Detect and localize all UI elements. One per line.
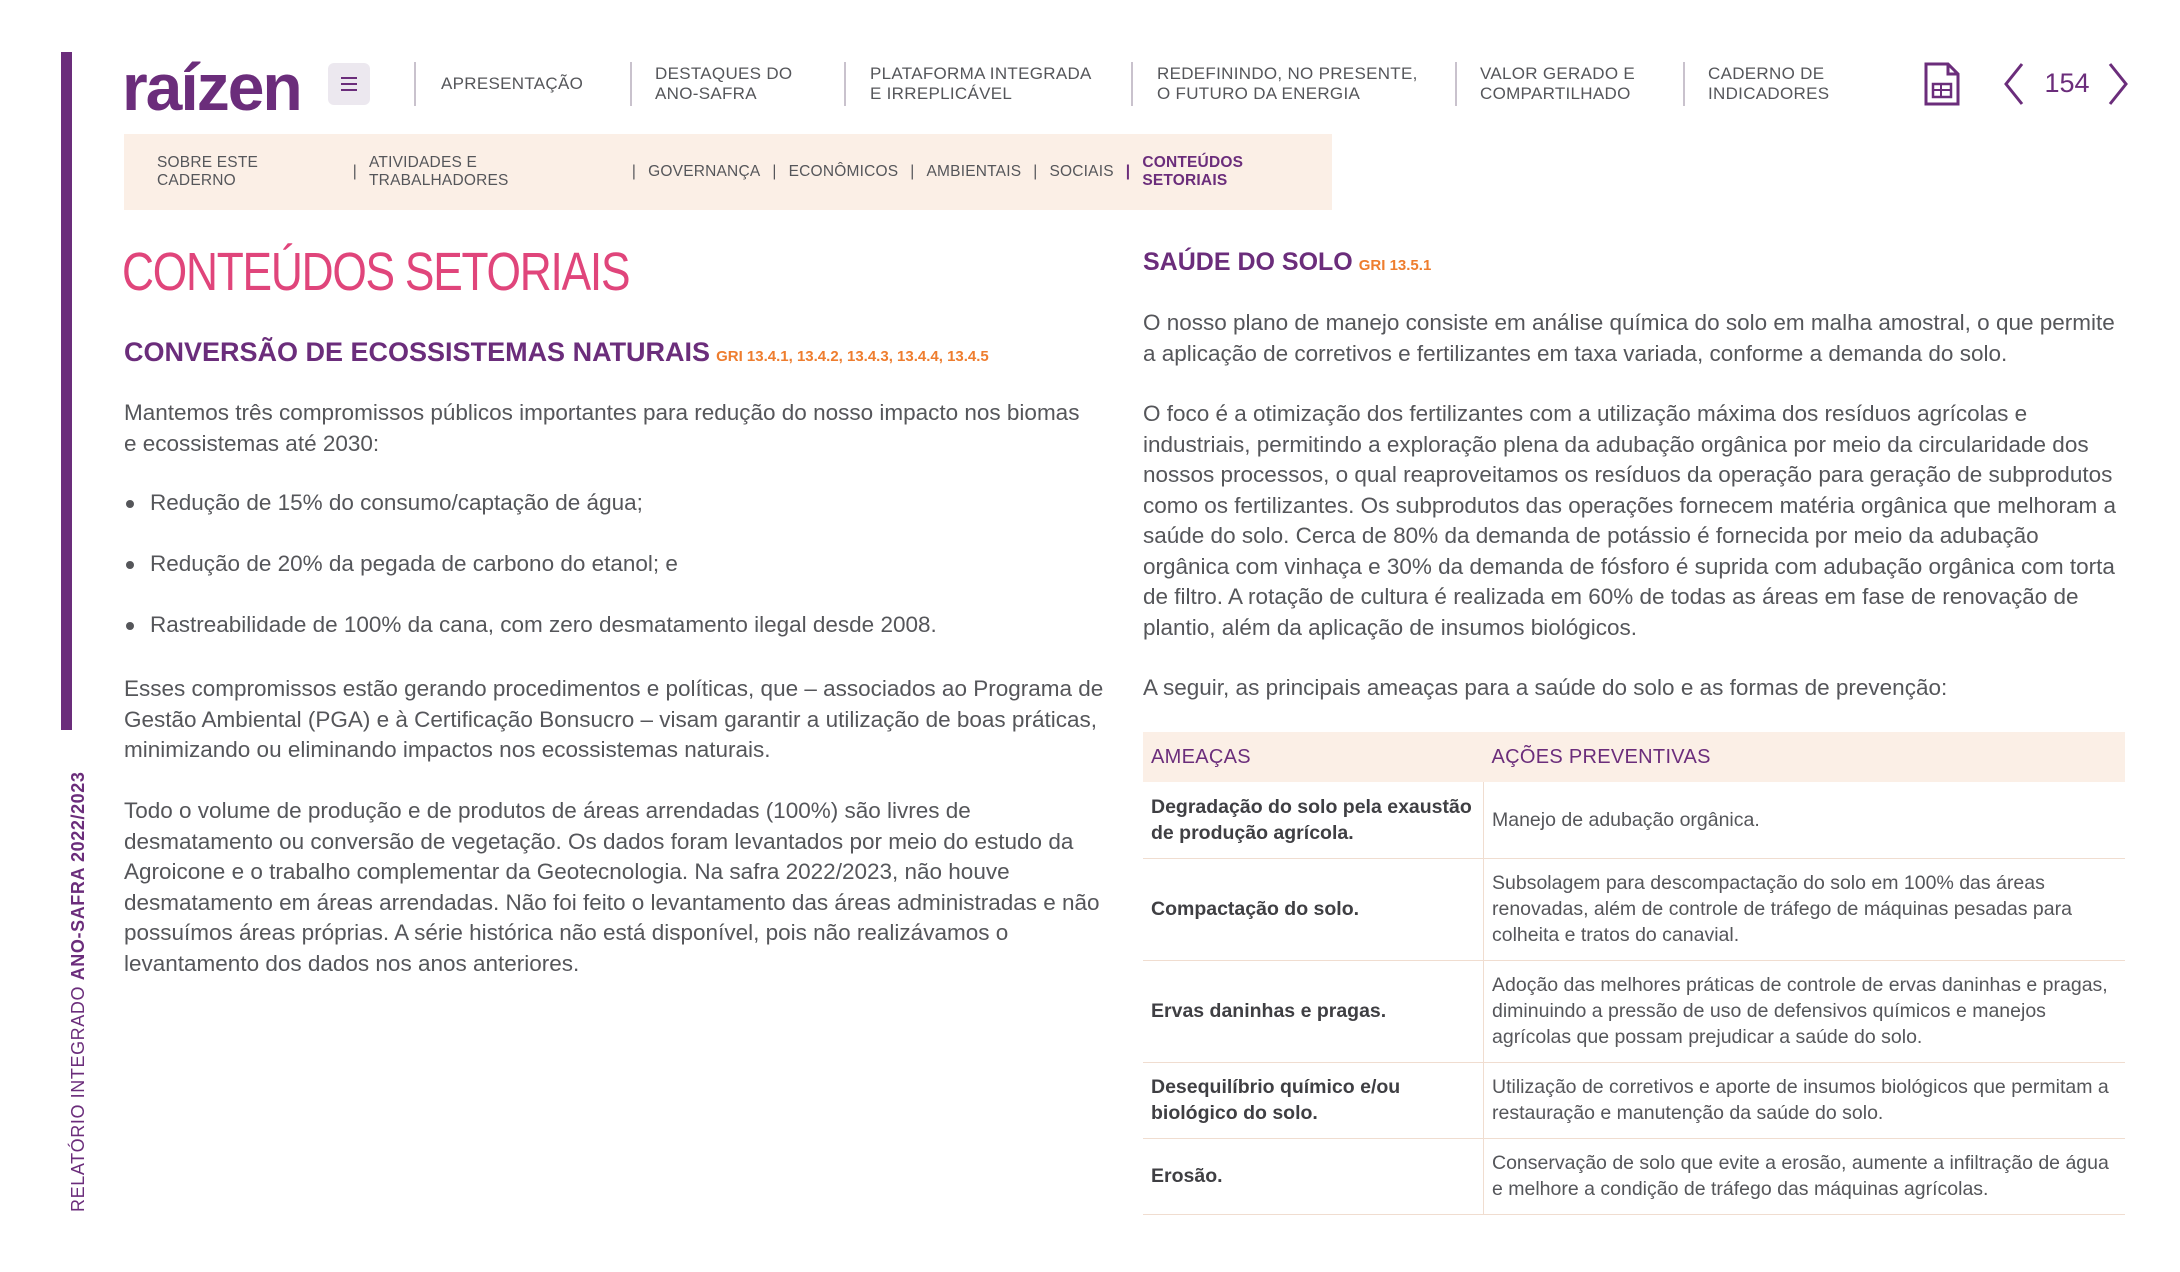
side-accent-bar: [61, 52, 72, 730]
crumb-economicos[interactable]: ECONÔMICOS: [788, 163, 899, 180]
fertilizer-paragraph: O foco é a otimização dos fertilizantes com a utilização máxima dos resíduos agrícolas e industriais, permitindo a exploração plena da adubação orgânica por meio da circularidade dos nossos processos, o qual reaproveitamos os resíduos da operação para geração de subprodutos como os fertilizantes. Os subprodutos das operações fornecem matéria orgânica que melhoram a saúde do solo. Cerca de 80% da demanda de potássio é fornecida por meio da adubação orgânica com vinhaça e 30% da demanda de fósforo é suprida com adubação orgânica com torta de filtro. A rotação de cultura é realizada em 60% de todas as áreas em fase de renovação de plantio, além da aplicação de insumos biológicos.: [1143, 401, 2116, 640]
side-label-normal: RELATÓRIO INTEGRADO: [68, 980, 88, 1212]
commitments-paragraph: Esses compromissos estão gerando procedimentos e políticas, que – associados ao Programa de Gestão Ambiental (PGA) e à Certificação Bonsucro – visam garantir a utilização de boas práticas, minimizando ou eliminando impactos nos ecossistemas naturais.: [124, 676, 1104, 762]
nav-item-destaques[interactable]: DESTAQUES DO ANO-SAFRA: [655, 64, 793, 103]
threat-cell: Degradação do solo pela exaustão de produção agrícola.: [1143, 782, 1484, 858]
nav-divider: [1131, 62, 1133, 106]
page-title: CONTEÚDOS SETORIAIS: [122, 242, 630, 302]
table-row: [1143, 960, 2125, 1062]
list-item: Redução de 20% da pegada de carbono do etanol; e: [124, 549, 1084, 610]
action-cell: Utilização de corretivos e aporte de insumos biológicos que permitam a restauração e manutenção da saúde do solo.: [1484, 1062, 2126, 1138]
section-heading-saude-solo: [1143, 246, 1431, 282]
nav-divider: [1455, 62, 1457, 106]
nav-item-valor-gerado[interactable]: VALOR GERADO E COMPARTILHADO: [1480, 64, 1636, 103]
commitments-list: [124, 488, 1084, 671]
column-header-actions: AÇÕES PREVENTIVAS: [1484, 732, 2126, 782]
threat-cell: Ervas daninhas e pragas.: [1143, 960, 1484, 1062]
crumb-separator: |: [910, 163, 915, 180]
table-header-row: [1143, 732, 2125, 782]
action-cell: Manejo de adubação orgânica.: [1484, 782, 2126, 858]
column-header-threats: AMEAÇAS: [1143, 732, 1484, 782]
threat-cell: Erosão.: [1143, 1138, 1484, 1214]
table-row: [1143, 782, 2125, 858]
chevron-right-icon[interactable]: [2106, 61, 2130, 107]
page-number: 154: [2044, 68, 2090, 98]
crumb-sobre[interactable]: SOBRE ESTE CADERNO: [157, 154, 259, 189]
crumb-atividades[interactable]: ATIVIDADES E TRABALHADORES: [369, 154, 509, 189]
crumb-separator: |: [631, 163, 637, 180]
crumb-ambientais[interactable]: AMBIENTAIS: [926, 163, 1022, 180]
crumb-governanca[interactable]: GOVERNANÇA: [648, 163, 761, 180]
threat-cell: Compactação do solo.: [1143, 858, 1484, 960]
crumb-sociais[interactable]: SOCIAIS: [1049, 163, 1114, 180]
list-item: Rastreabilidade de 100% da cana, com zero desmatamento ilegal desde 2008.: [124, 610, 1084, 671]
menu-button[interactable]: [328, 63, 370, 105]
table-row: [1143, 1062, 2125, 1138]
crumb-separator: |: [1033, 163, 1038, 180]
side-label-bold: ANO-SAFRA 2022/2023: [68, 771, 88, 981]
nav-item-plataforma[interactable]: PLATAFORMA INTEGRADA E IRREPLICÁVEL: [870, 64, 1092, 103]
section-heading-conversao: [124, 336, 989, 373]
action-cell: Adoção das melhores práticas de controle de ervas daninhas e pragas, diminuindo a pressão de uso de defensivos químicos e manejos agrícolas que possam prejudicar a saúde do solo.: [1484, 960, 2126, 1062]
side-report-label: [67, 771, 89, 1212]
heading-text: CONVERSÃO DE ECOSSISTEMAS NATURAIS: [124, 337, 711, 367]
chevron-left-icon[interactable]: [2002, 61, 2026, 107]
nav-item-apresentacao[interactable]: APRESENTAÇÃO: [441, 74, 584, 93]
table-row: [1143, 858, 2125, 960]
crumb-separator: |: [1125, 163, 1131, 180]
nav-divider: [630, 62, 632, 106]
action-cell: Subsolagem para descompactação do solo em 100% das áreas renovadas, além de controle de tráfego de máquinas pesadas para colheita e tratos do canavial.: [1484, 858, 2126, 960]
table-row: [1143, 1138, 2125, 1214]
crumb-separator: |: [772, 163, 777, 180]
gri-reference: GRI 13.5.1: [1358, 257, 1432, 274]
threat-cell: Desequilíbrio químico e/ou biológico do solo.: [1143, 1062, 1484, 1138]
list-item: Redução de 15% do consumo/captação de água;: [124, 488, 1084, 549]
soil-threats-table: [1143, 732, 2125, 1215]
heading-text: SAÚDE DO SOLO: [1143, 248, 1353, 276]
nav-divider: [844, 62, 846, 106]
nav-divider: [1683, 62, 1685, 106]
gri-reference: GRI 13.4.1, 13.4.2, 13.4.3, 13.4.4, 13.4.5: [716, 348, 989, 365]
raizen-logo[interactable]: raízen: [122, 50, 301, 124]
document-icon[interactable]: [1924, 62, 1960, 106]
deforestation-paragraph: Todo o volume de produção e de produtos de áreas arrendadas (100%) são livres de desmatamento ou conversão de vegetação. Os dados foram levantados por meio do estudo da Agroicone e o trabalho complementar da Geotecnologia. Na safra 2022/2023, não houve desmatamento em áreas arrendadas. Não foi feito o levantamento das áreas administradas e não possuímos áreas próprias. A série histórica não está disponível, pois não realizávamos o levantamento dos dados nos anos anteriores.: [124, 798, 1100, 976]
nav-item-redefinindo[interactable]: REDEFININDO, NO PRESENTE, O FUTURO DA ENERGIA: [1157, 64, 1418, 103]
intro-paragraph: Mantemos três compromissos públicos importantes para redução do nosso impacto nos biomas e ecossistemas até 2030:: [124, 400, 1080, 456]
menu-icon: [341, 83, 357, 85]
breadcrumb: [124, 134, 1332, 210]
nav-item-caderno[interactable]: CADERNO DE INDICADORES: [1708, 64, 1830, 103]
threats-intro-paragraph: A seguir, as principais ameaças para a saúde do solo e as formas de prevenção:: [1143, 675, 1948, 700]
action-cell: Conservação de solo que evite a erosão, aumente a infiltração de água e melhore a condição de tráfego das máquinas agrícolas.: [1484, 1138, 2126, 1214]
soil-plan-paragraph: O nosso plano de manejo consiste em análise química do solo em malha amostral, o que permite a aplicação de corretivos e fertilizantes em taxa variada, conforme a demanda do solo.: [1143, 310, 2115, 366]
nav-divider: [414, 62, 416, 106]
crumb-separator: |: [352, 163, 358, 180]
crumb-conteudos-setoriais[interactable]: CONTEÚDOS SETORIAIS: [1142, 154, 1244, 189]
